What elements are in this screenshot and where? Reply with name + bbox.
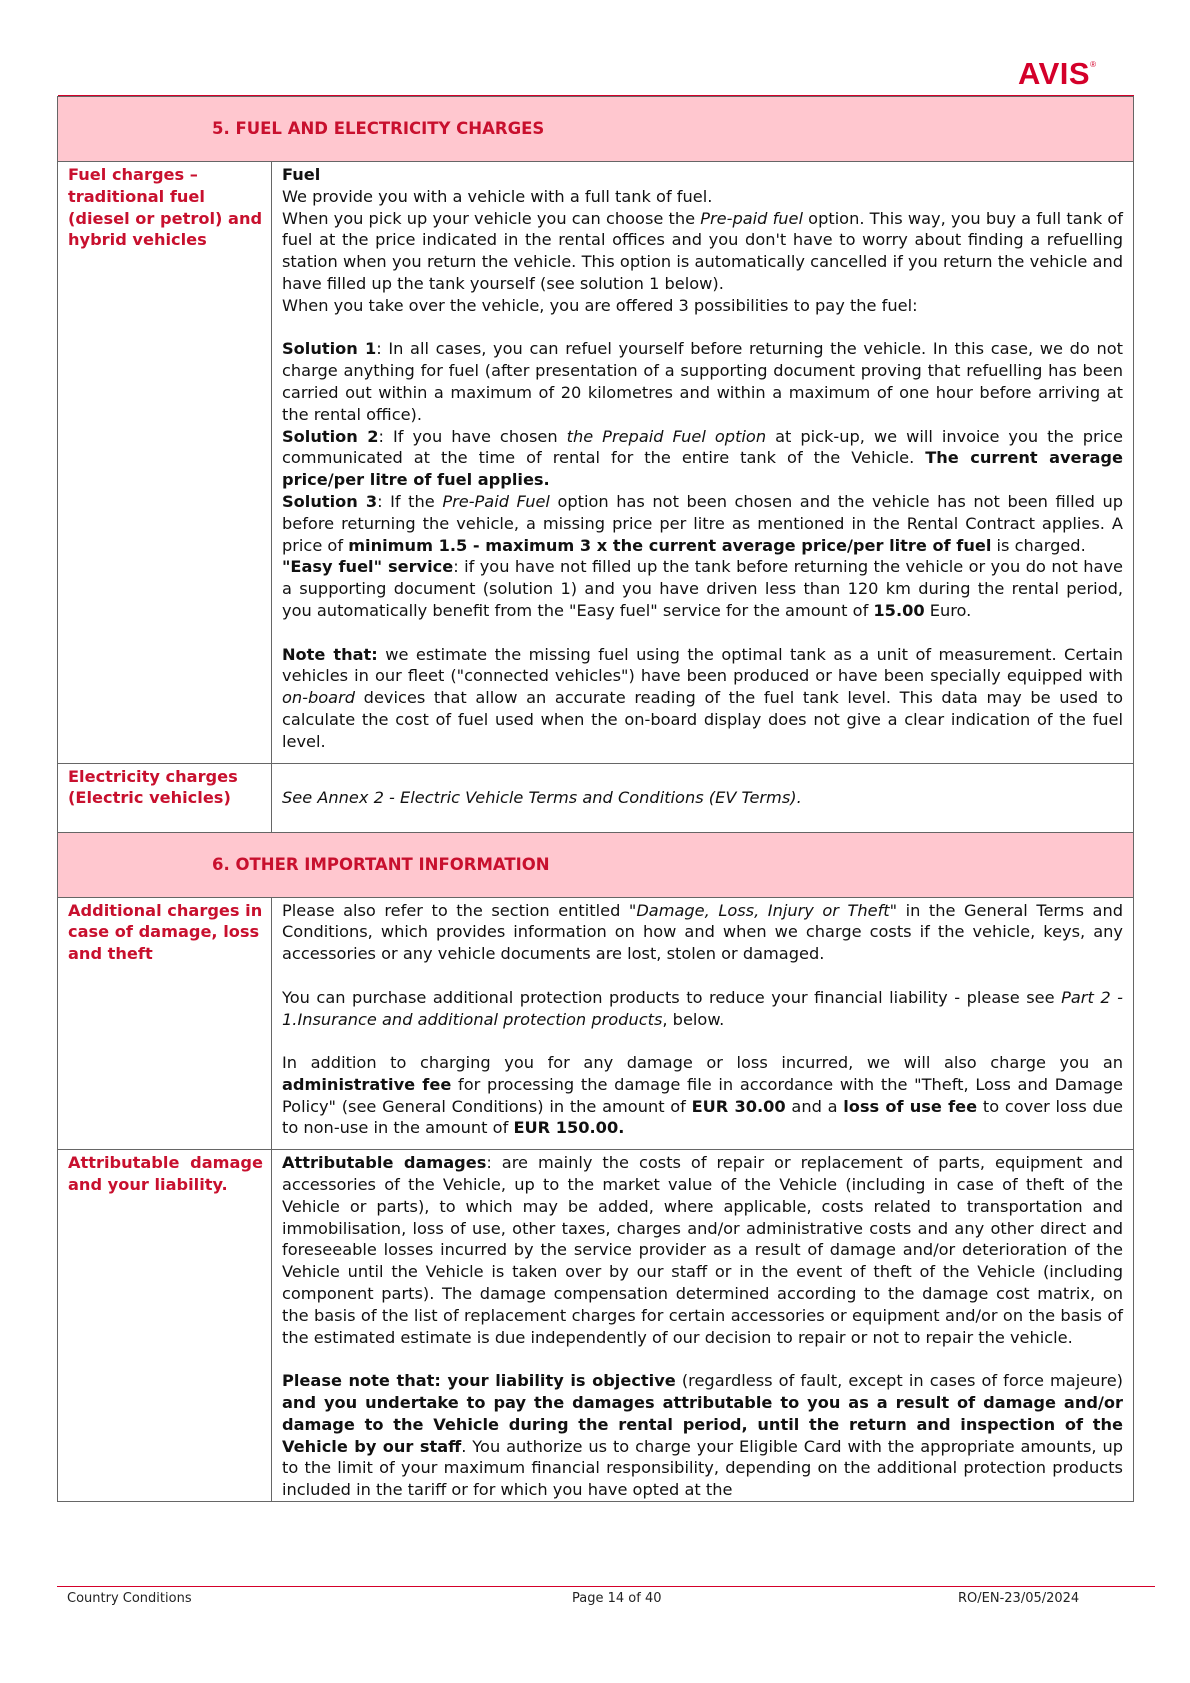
fuel-charges-text [272, 162, 1134, 764]
footer-document-name: Country Conditions [67, 1591, 192, 1606]
fuel-heading: Fuel [282, 165, 321, 184]
attributable-damage-p2: Please note that: your liability is objective (regardless of fault, except in cases of force majeure) and you undertake to pay the damages attributable to you as a result of damage and/or damage to the Vehicle during the rental period, until the return and inspection of the Vehicle by our staff. You authorize us to charge your Eligible Card with the appropriate amounts, up to the limit of your maximum financial responsibility, depending on the additional protection products included in the tariff or for which you have opted at the [282, 1371, 1123, 1500]
fuel-charges-label: Fuel charges – traditional fuel (diesel or petrol) and hybrid vehicles [58, 162, 272, 764]
solution-2: Solution 2: If you have chosen the Prepaid Fuel option at pick-up, we will invoice you the price communicated at the time of rental for the entire tank of the Vehicle. The current average price/per litre of fuel applies. [282, 426, 1124, 490]
attributable-damage-text [272, 1150, 1134, 1502]
footer-rule [57, 1586, 1155, 1587]
solution-3: Solution 3: If the Pre-Paid Fuel option has not been chosen and the vehicle has not been filled up before returning the vehicle, a missing price per litre as mentioned in the Rental Contract applies. A price of minimum 1.5 - maximum 3 x the current average price/per litre of fuel is charged. [282, 491, 1123, 555]
avis-logo: AVIS® [1018, 56, 1097, 91]
additional-charges-p2: You can purchase additional protection products to reduce your financial liability - please see Part 2 - 1.Insurance and additional protection products, below. [282, 987, 1123, 1029]
section-6-header [58, 832, 1134, 897]
additional-charges-text [272, 897, 1134, 1150]
section-5-title: 5. FUEL AND ELECTRICITY CHARGES [58, 97, 1134, 162]
attributable-damage-row [58, 1150, 1134, 1502]
additional-charges-row [58, 897, 1134, 1150]
additional-charges-p3: In addition to charging you for any damage or loss incurred, we will also charge you an administrative fee for processing the damage file in accordance with the "Theft, Loss and Damage Policy" (see General Conditions) in the amount of EUR 30.00 and a loss of use fee to cover loss due to non-use in the amount of EUR 150.00. [282, 1053, 1124, 1138]
section-6-title: 6. OTHER IMPORTANT INFORMATION [58, 832, 1134, 897]
fuel-intro-2: When you pick up your vehicle you can choose the Pre-paid fuel option. This way, you buy a full tank of fuel at the price indicated in the rental offices and you don't have to worry about finding a refuelling station when you return the vehicle. This option is automatically cancelled if you return the vehicle and have filled up the tank yourself (see solution 1 below). [282, 208, 1123, 293]
conditions-table [57, 96, 1134, 1502]
footer-document-ref: RO/EN-23/05/2024 [958, 1591, 1080, 1606]
fuel-row [58, 162, 1134, 764]
additional-charges-label: Additional charges in case of damage, loss and theft [58, 897, 272, 1150]
electricity-charges-text: See Annex 2 - Electric Vehicle Terms and Conditions (EV Terms). [272, 763, 1134, 832]
solution-1: Solution 1: In all cases, you can refuel yourself before returning the vehicle. In this case, we do not charge anything for fuel (after presentation of a supporting document proving that refuelling has been carried out within a maximum of 20 kilometres and within a maximum of one hour before arriving at the rental office). [282, 339, 1123, 424]
section-5-header [58, 97, 1134, 162]
electricity-row [58, 763, 1134, 832]
fuel-note: Note that: we estimate the missing fuel using the optimal tank as a unit of measurement. Certain vehicles in our fleet ("connected vehicles") have been produced or have been specially equipped with on-board devices that allow an accurate reading of the fuel tank level. This data may be used to calculate the cost of fuel used when the on-board display does not give a clear indication of the fuel level. [282, 644, 1123, 751]
electricity-charges-label: Electricity charges (Electric vehicles) [58, 763, 272, 832]
footer-page-number: Page 14 of 40 [572, 1591, 662, 1606]
attributable-damage-label: Attributable damage and your liability. [58, 1150, 272, 1502]
fuel-intro-3: When you take over the vehicle, you are offered 3 possibilities to pay the fuel: [282, 295, 918, 315]
fuel-intro-1: We provide you with a vehicle with a full tank of fuel. [282, 186, 713, 206]
additional-charges-p1: Please also refer to the section entitled "Damage, Loss, Injury or Theft" in the General Terms and Conditions, which provides information on how and when we charge costs if the vehicle, keys, any accessories or any vehicle documents are lost, stolen or damaged. [282, 900, 1123, 964]
easy-fuel-service: "Easy fuel" service: if you have not filled up the tank before returning the vehicle or you do not have a supporting document (solution 1) and you have driven less than 120 km during the rental period, you automatically benefit from the "Easy fuel" service for the amount of 15.00 Euro. [282, 557, 1123, 620]
attributable-damage-p1: Attributable damages: are mainly the costs of repair or replacement of parts, equipment and accessories of the Vehicle, up to the market value of the Vehicle (including in case of theft of the Vehicle or parts), to which may be added, where applicable, costs related to transportation and immobilisation, loss of use, other taxes, charges and/or administrative costs and any other direct and foreseeable losses incurred by the service provider as a result of damage and/or deterioration of the Vehicle until the Vehicle is taken over by our staff or in the event of theft of the Vehicle (including component parts). The damage compensation determined according to the damage cost matrix, on the basis of the list of replacement charges for certain accessories or equipment and/or on the basis of the estimated estimate is due independently of our decision to repair or not to repair the vehicle. [282, 1153, 1123, 1347]
